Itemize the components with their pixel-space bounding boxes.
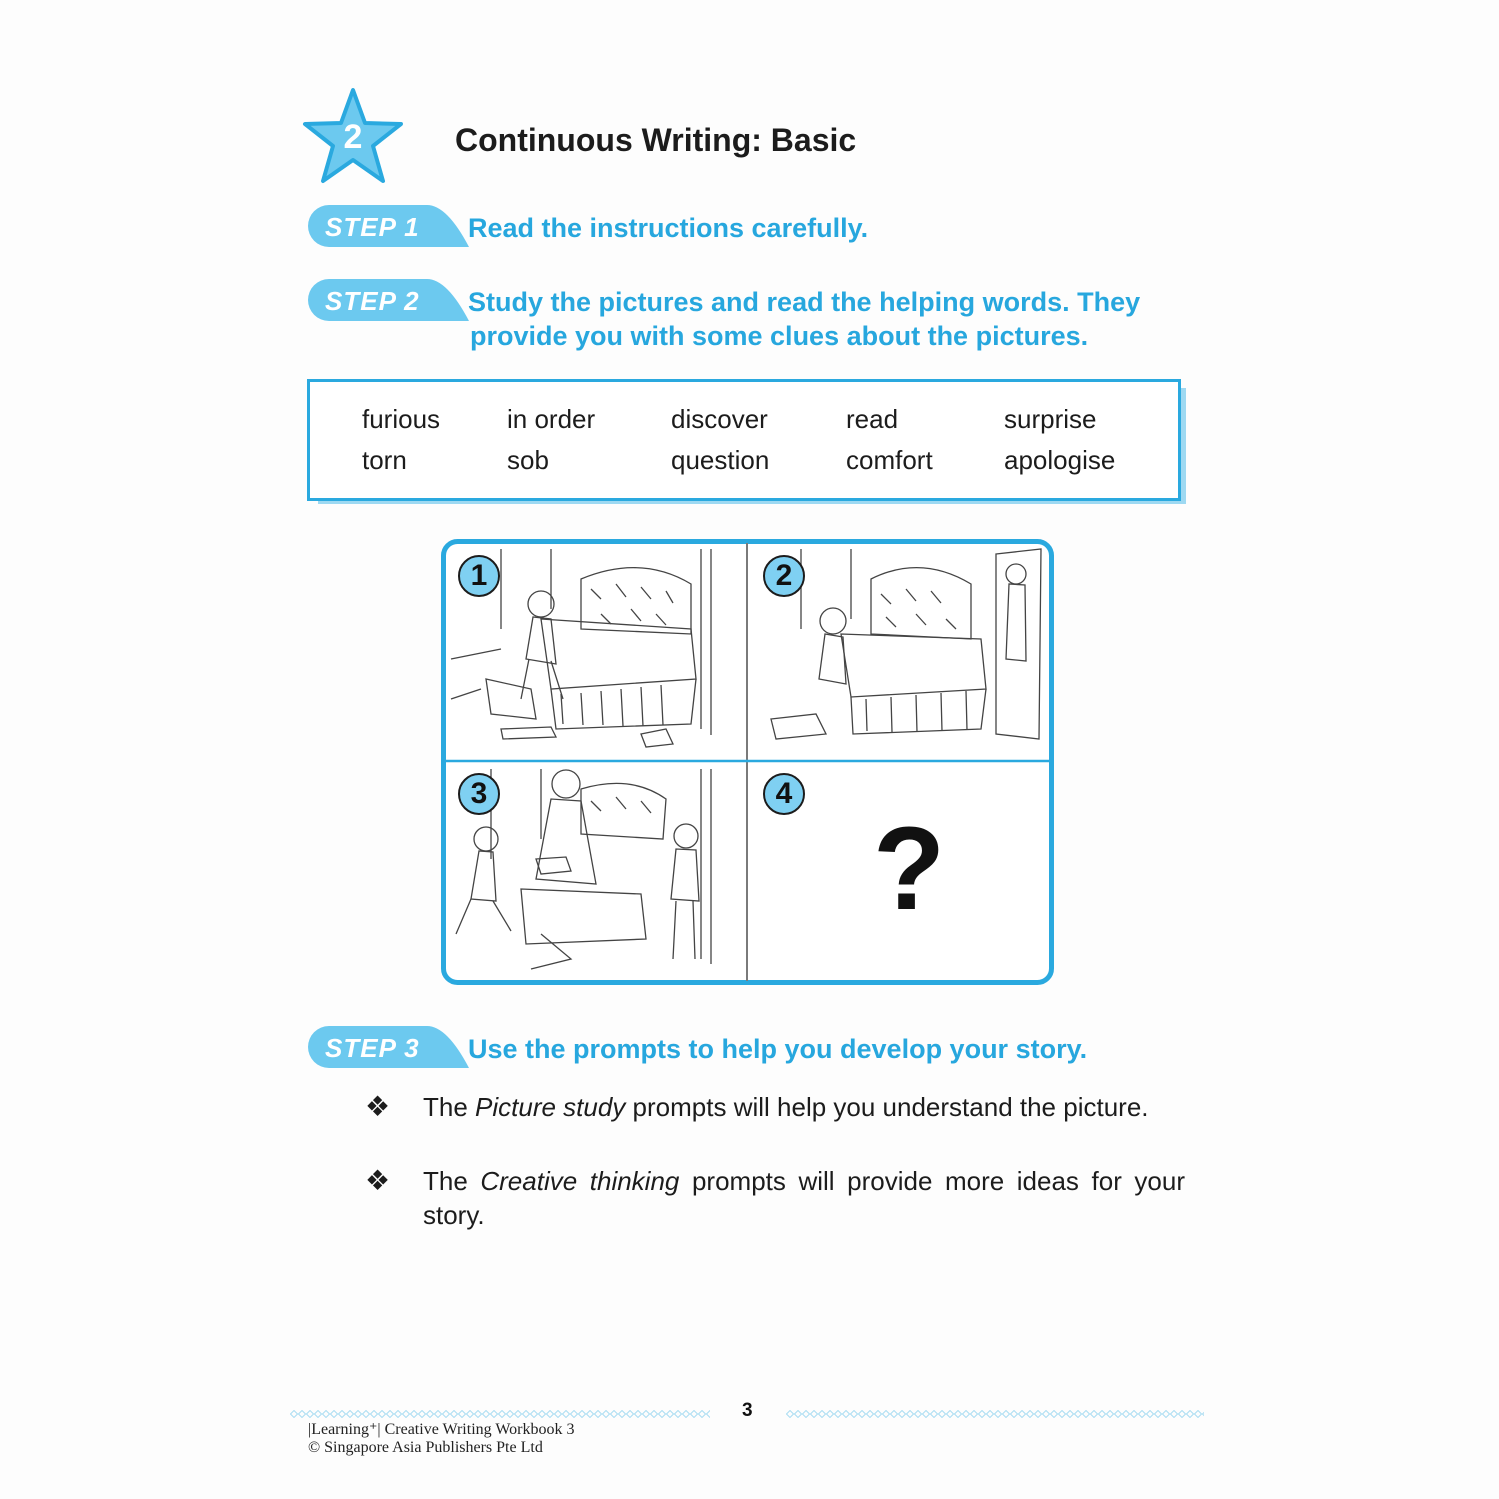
step-3-instruction: Use the prompts to help you develop your story.: [468, 1034, 1088, 1064]
bullet-diamond-icon: ❖: [365, 1091, 391, 1122]
step-1-instruction: Read the instructions carefully.: [468, 213, 869, 243]
helping-word: discover: [671, 404, 768, 434]
helping-word: in order: [507, 404, 596, 434]
helping-word: read: [846, 404, 899, 434]
step-1-label: STEP 1: [325, 212, 420, 242]
panel-number-4: 4: [763, 773, 805, 815]
page-number: 3: [742, 1400, 753, 1421]
helping-word: apologise: [1004, 445, 1116, 475]
helping-word: torn: [362, 445, 407, 475]
step-1-badge: [307, 203, 471, 249]
helping-word: sob: [507, 445, 549, 475]
footer-book-title: |Learning⁺| Creative Writing Workbook 3: [308, 1421, 575, 1438]
page-title: Continuous Writing: Basic: [455, 122, 857, 158]
step-2-label: STEP 2: [325, 286, 420, 316]
unit-number: 2: [343, 118, 363, 156]
step-2-instruction-line-2: provide you with some clues about the pictures.: [470, 321, 1089, 351]
bullet-diamond-icon: ❖: [365, 1165, 391, 1196]
bullet-item-1: The Picture study prompts will help you understand the picture.: [423, 1092, 1149, 1122]
helping-words-box: [307, 379, 1181, 501]
panel-number-2: 2: [763, 555, 805, 597]
helping-word: comfort: [846, 445, 933, 475]
step-2-badge: [307, 277, 471, 323]
bullet-item-2: The Creative thinking prompts will provide more ideas for your story.: [423, 1166, 1185, 1230]
picture-grid: [441, 539, 1054, 985]
panel-number-3: 3: [458, 773, 500, 815]
step-3-badge: [307, 1024, 471, 1070]
step-2-instruction-line-1: Study the pictures and read the helping words. They: [468, 287, 1141, 317]
helping-word: furious: [362, 404, 441, 434]
unit-star-icon: [302, 86, 406, 186]
panel-number-1: 1: [458, 555, 500, 597]
step-3-label: STEP 3: [325, 1033, 420, 1063]
footer-decoration-left: [290, 1405, 710, 1413]
question-mark: ?: [873, 803, 946, 935]
footer-copyright: © Singapore Asia Publishers Pte Ltd: [308, 1439, 543, 1456]
helping-word: question: [671, 445, 770, 475]
footer-decoration-right: [786, 1405, 1204, 1413]
helping-word: surprise: [1004, 404, 1097, 434]
